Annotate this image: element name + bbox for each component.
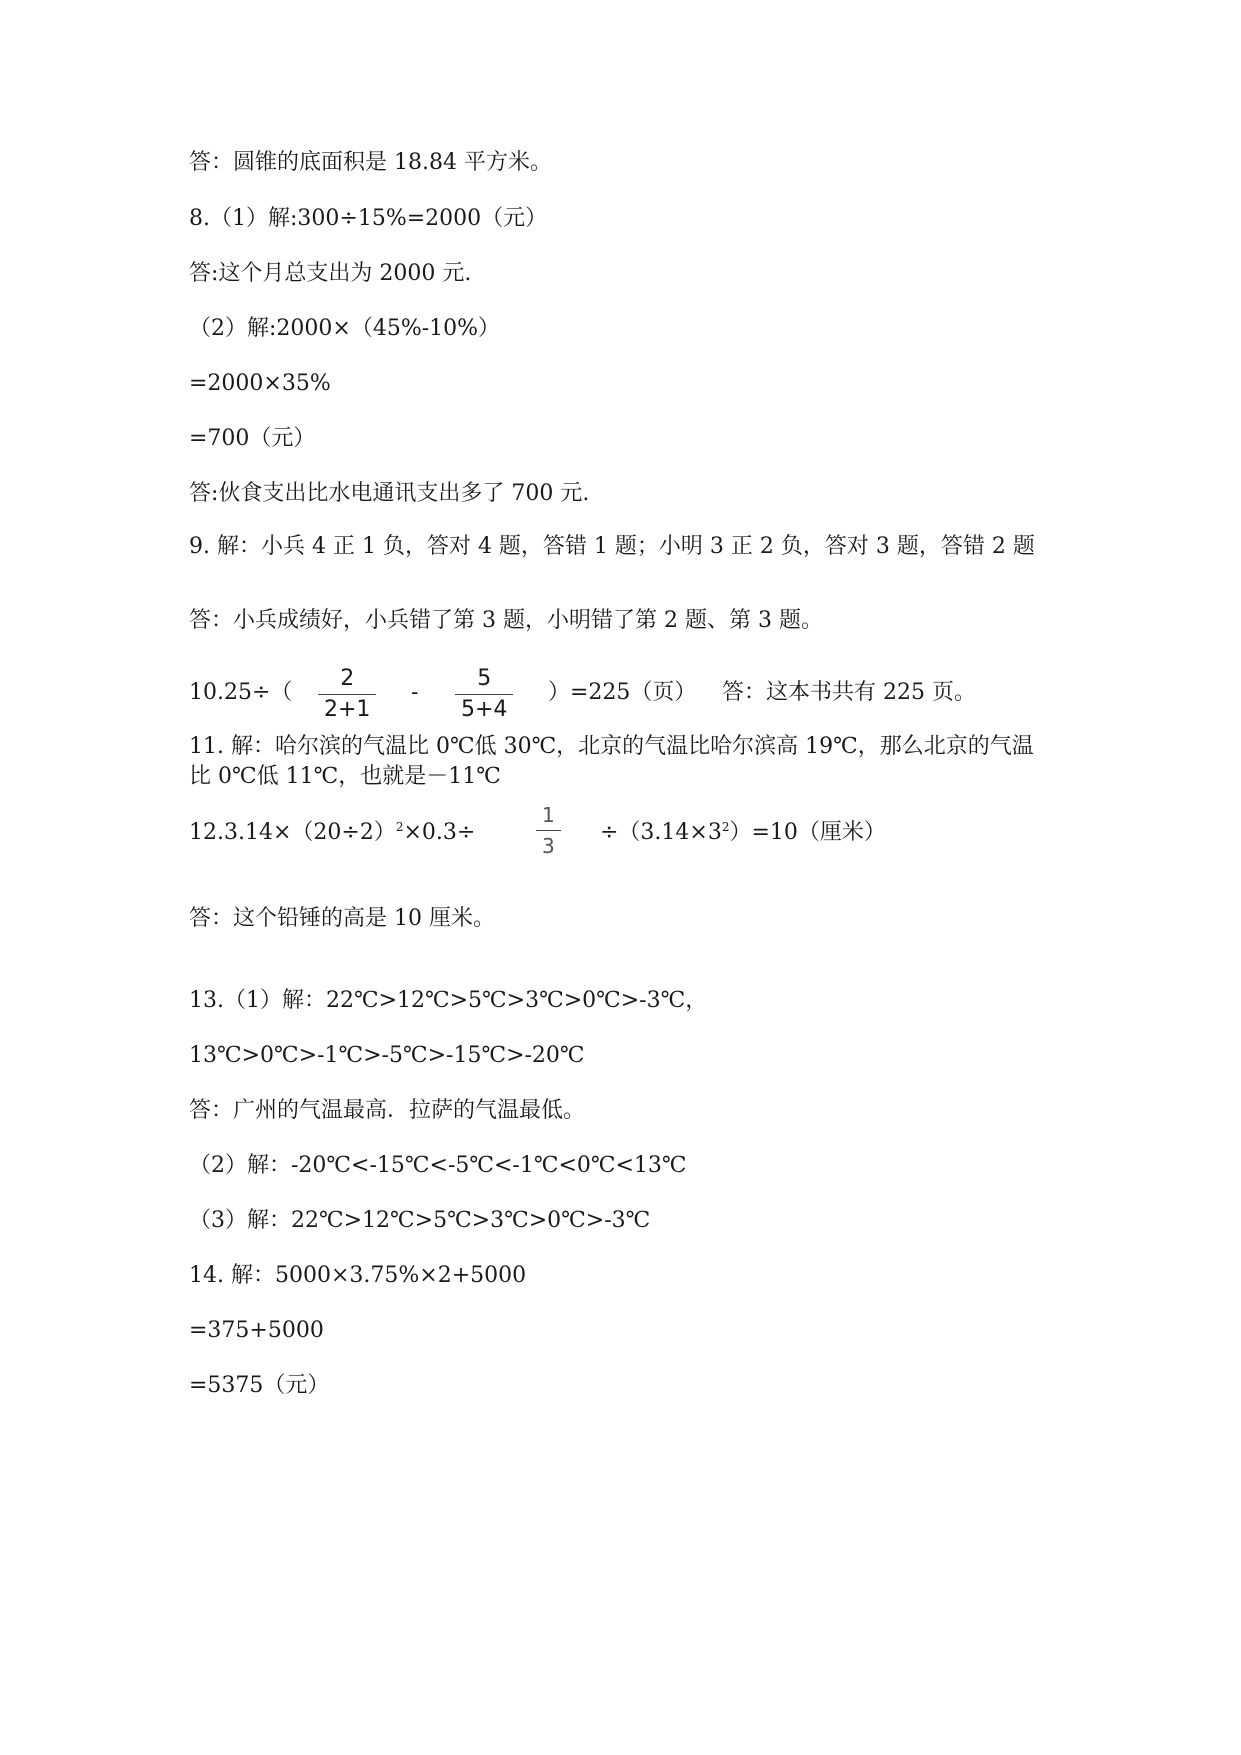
q13-part1-continued: 13℃>0℃>-1℃>-5℃>-15℃>-20℃: [189, 1043, 585, 1068]
fraction-denominator: 3: [542, 834, 555, 858]
q8-part2-solution: （2）解:2000×（45%-10%）: [189, 316, 501, 341]
fraction-numerator: 5: [477, 666, 492, 691]
q10-expression-start: 10.25÷（: [189, 680, 293, 705]
q12-exponent-1: 2: [395, 820, 404, 834]
fraction-numerator: 2: [340, 666, 355, 691]
q11-solution: 11. 解：哈尔滨的气温比 0℃低 30℃，北京的气温比哈尔滨高 19℃，那么北京的气温比 0℃低 11℃，也就是－11℃: [189, 734, 1034, 789]
q9-answer: 答：小兵成绩好，小兵错了第 3 题，小明错了第 2 题、第 3 题。: [189, 608, 823, 633]
q8-part2-answer: 答:伙食支出比水电通讯支出多了 700 元.: [189, 481, 590, 506]
fraction-denominator: 2+1: [324, 697, 371, 722]
q14-step2: =5375（元）: [189, 1373, 330, 1398]
q8-part2-step1: =2000×35%: [189, 371, 331, 396]
q10-fraction-1: [318, 666, 376, 723]
answer-cone-base-area: 答：圆锥的底面积是 18.84 平方米。: [189, 150, 552, 175]
q12-answer: 答：这个铅锤的高是 10 厘米。: [189, 906, 495, 931]
q13-part1-answer: 答：广州的气温最高．拉萨的气温最低。: [189, 1098, 586, 1123]
q12-exponent-2: 2: [721, 820, 730, 834]
q14-solution: 14. 解：5000×3.75%×2+5000: [189, 1263, 527, 1288]
q10-answer: 答：这本书共有 225 页。: [722, 680, 976, 705]
q10-fraction-2: [455, 666, 513, 723]
q12-expression-end: [600, 812, 886, 848]
fraction-numerator: 1: [542, 803, 555, 827]
q13-part2-solution: （2）解：-20℃<-15℃<-5℃<-1℃<0℃<13℃: [189, 1153, 687, 1178]
q8-part1-solution: 8.（1）解:300÷15%=2000（元）: [189, 206, 548, 231]
q8-part1-answer: 答:这个月总支出为 2000 元.: [189, 261, 472, 286]
q10-expression-end: ）=225（页）: [548, 680, 697, 705]
q13-part3-solution: （3）解：22℃>12℃>5℃>3℃>0℃>-3℃: [189, 1208, 651, 1233]
q9-solution: 9. 解：小兵 4 正 1 负，答对 4 题，答错 1 题；小明 3 正 2 负，答对 3 题，答错 2 题: [189, 534, 1035, 559]
q8-part2-step2: =700（元）: [189, 426, 316, 451]
q14-step1: =375+5000: [189, 1318, 324, 1343]
fraction-denominator: 5+4: [461, 697, 508, 722]
q10-minus-sign: -: [411, 680, 419, 705]
q13-part1-solution: 13.（1）解：22℃>12℃>5℃>3℃>0℃>-3℃，: [189, 988, 708, 1013]
q12-fraction: [536, 802, 561, 859]
q12-part-d: ）=10（厘米）: [729, 820, 886, 845]
q12-part-c: ÷（3.14×3: [600, 820, 722, 845]
q12-part-b: ×0.3÷: [403, 820, 476, 845]
q12-expression-start: [189, 812, 475, 848]
q12-part-a: 12.3.14×（20÷2）: [189, 820, 396, 845]
